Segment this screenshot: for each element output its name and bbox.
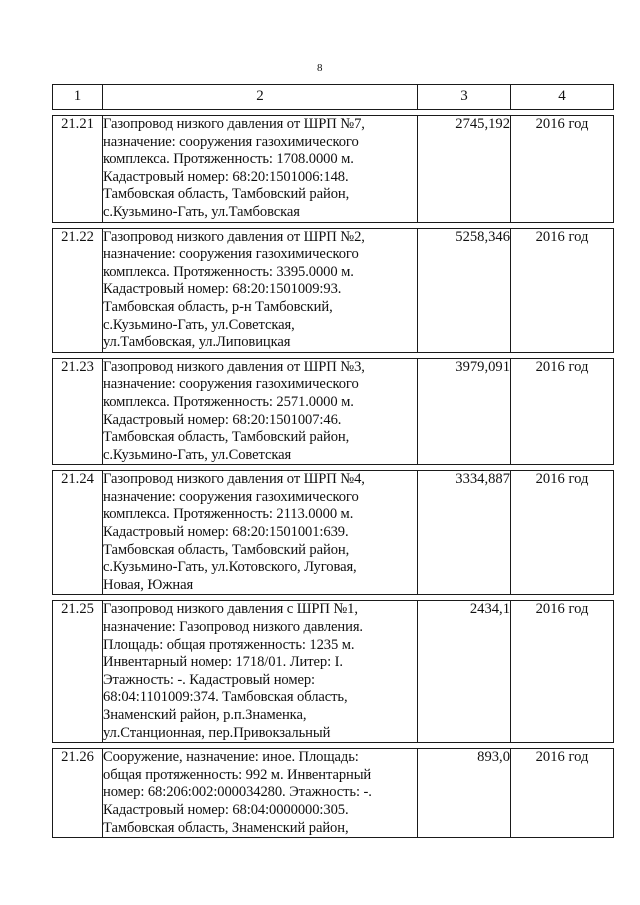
row-year: 2016 год bbox=[511, 228, 614, 352]
header-col-2: 2 bbox=[103, 85, 418, 110]
row-amount: 3979,091 bbox=[418, 358, 511, 465]
description-line: Кадастровый номер: 68:20:1501007:46. bbox=[103, 411, 342, 428]
description-line: Новая, Южная bbox=[103, 576, 194, 593]
row-description bbox=[103, 228, 418, 352]
page-number: 8 bbox=[317, 62, 323, 74]
row-description bbox=[103, 116, 418, 223]
table-row bbox=[53, 228, 614, 352]
description-line: Кадастровый номер: 68:20:1501009:93. bbox=[103, 281, 342, 298]
description-line: комплекса. Протяженность: 1708.0000 м. bbox=[103, 151, 354, 168]
row-year: 2016 год bbox=[511, 116, 614, 223]
row-number: 21.26 bbox=[53, 749, 103, 838]
description-line: Газопровод низкого давления с ШРП №1, bbox=[103, 601, 358, 618]
row-amount: 3334,887 bbox=[418, 471, 511, 595]
description-line: с.Кузьмино-Гать, ул.Котовского, Луговая, bbox=[103, 559, 357, 576]
description-line: Газопровод низкого давления от ШРП №2, bbox=[103, 228, 365, 245]
table-body bbox=[53, 85, 614, 838]
description-line: назначение: сооружения газохимического bbox=[103, 246, 359, 263]
header-col-3: 3 bbox=[418, 85, 511, 110]
description-line: назначение: сооружения газохимического bbox=[103, 133, 359, 150]
description-line: номер: 68:206:002:000034280. Этажность: -. bbox=[103, 784, 372, 801]
description-line: Кадастровый номер: 68:20:1501001:639. bbox=[103, 524, 349, 541]
table-row bbox=[53, 601, 614, 743]
description-line: Сооружение, назначение: иное. Площадь: bbox=[103, 749, 359, 766]
row-number: 21.21 bbox=[53, 116, 103, 223]
table-header-row bbox=[53, 85, 614, 110]
table-row bbox=[53, 471, 614, 595]
description-line: ул.Тамбовская, ул.Липовицкая bbox=[103, 334, 291, 351]
description-line: назначение: сооружения газохимического bbox=[103, 376, 359, 393]
description-line: 68:04:1101009:374. Тамбовская область, bbox=[103, 689, 348, 706]
description-line: Инвентарный номер: 1718/01. Литер: I. bbox=[103, 654, 343, 671]
row-amount: 2434,1 bbox=[418, 601, 511, 743]
row-amount: 2745,192 bbox=[418, 116, 511, 223]
description-line: Кадастровый номер: 68:20:1501006:148. bbox=[103, 168, 349, 185]
table-row bbox=[53, 749, 614, 838]
table-row bbox=[53, 116, 614, 223]
row-description bbox=[103, 749, 418, 838]
description-line: с.Кузьмино-Гать, ул.Советская bbox=[103, 446, 292, 463]
description-line: Площадь: общая протяженность: 1235 м. bbox=[103, 636, 355, 653]
row-year: 2016 год bbox=[511, 358, 614, 465]
description-line: комплекса. Протяженность: 3395.0000 м. bbox=[103, 263, 354, 280]
description-line: Газопровод низкого давления от ШРП №4, bbox=[103, 471, 365, 488]
description-line: назначение: сооружения газохимического bbox=[103, 488, 359, 505]
description-line: Кадастровый номер: 68:04:0000000:305. bbox=[103, 801, 349, 818]
row-year: 2016 год bbox=[511, 601, 614, 743]
description-line: с.Кузьмино-Гать, ул.Тамбовская bbox=[103, 203, 300, 220]
description-line: Газопровод низкого давления от ШРП №3, bbox=[103, 358, 365, 375]
table-row bbox=[53, 358, 614, 465]
row-number: 21.25 bbox=[53, 601, 103, 743]
description-line: комплекса. Протяженность: 2571.0000 м. bbox=[103, 393, 354, 410]
description-line: Тамбовская область, Тамбовский район, bbox=[103, 541, 350, 558]
description-line: с.Кузьмино-Гать, ул.Советская, bbox=[103, 316, 295, 333]
description-line: Тамбовская область, Тамбовский район, bbox=[103, 429, 350, 446]
row-number: 21.22 bbox=[53, 228, 103, 352]
description-line: Тамбовская область, Знаменский район, bbox=[103, 819, 349, 836]
header-col-1: 1 bbox=[53, 85, 103, 110]
property-table bbox=[52, 84, 614, 838]
row-description bbox=[103, 601, 418, 743]
description-line: комплекса. Протяженность: 2113.0000 м. bbox=[103, 506, 354, 523]
row-number: 21.23 bbox=[53, 358, 103, 465]
row-year: 2016 год bbox=[511, 749, 614, 838]
description-line: общая протяженность: 992 м. Инвентарный bbox=[103, 766, 372, 783]
row-amount: 893,0 bbox=[418, 749, 511, 838]
row-number: 21.24 bbox=[53, 471, 103, 595]
row-description bbox=[103, 358, 418, 465]
row-description bbox=[103, 471, 418, 595]
header-col-4: 4 bbox=[511, 85, 614, 110]
description-line: ул.Станционная, пер.Привокзальный bbox=[103, 724, 331, 741]
row-year: 2016 год bbox=[511, 471, 614, 595]
description-line: Тамбовская область, р-н Тамбовский, bbox=[103, 298, 333, 315]
description-line: Тамбовская область, Тамбовский район, bbox=[103, 186, 350, 203]
row-amount: 5258,346 bbox=[418, 228, 511, 352]
description-line: Этажность: -. Кадастровый номер: bbox=[103, 671, 315, 688]
description-line: Газопровод низкого давления от ШРП №7, bbox=[103, 116, 365, 132]
description-line: назначение: Газопровод низкого давления. bbox=[103, 619, 363, 636]
description-line: Знаменский район, р.п.Знаменка, bbox=[103, 707, 307, 723]
